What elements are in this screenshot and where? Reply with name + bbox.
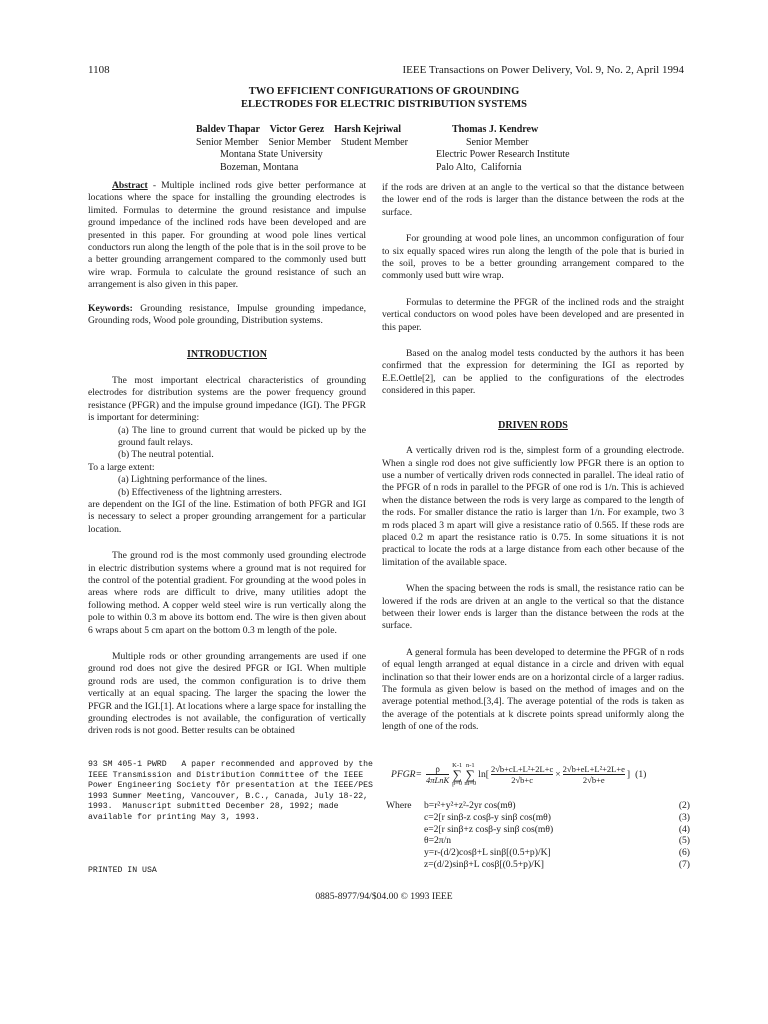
left-column — [88, 180, 366, 749]
author-location: Bozeman, Montana — [220, 161, 299, 173]
right-paragraph-2: For grounding at wood pole lines, an uncommon configuration of four to six equally spaced wires run along the length of the pole that is buried in the soil, proves to be a better grounding arrangement compared to the commonly used butt wire wrap. — [382, 233, 684, 282]
definition-number: (6) — [678, 847, 690, 859]
right-paragraph-4: Based on the analog model tests conducted by the authors it has been confirmed that the expression for determining the IGI as reported by E.E.Oettle[2], can be applied to the configurations of the electrodes considered in this paper. — [382, 348, 684, 397]
definition-number: (4) — [678, 823, 690, 835]
where-label: Where — [386, 800, 412, 811]
page-number: 1108 — [88, 64, 110, 76]
introduction-heading: INTRODUCTION — [186, 349, 267, 361]
author-affiliation: Montana State University — [220, 149, 323, 160]
intro-paragraph-1: The most important electrical characteristics of grounding electrodes for distribution systems are the power frequency ground resistance (PFGR) and the impulse ground impedance (IGI). The PFGR is important for determining: — [88, 374, 366, 424]
keywords-label: Keywords: — [88, 302, 133, 314]
equation-definitions — [386, 800, 690, 871]
author-roles: Senior Member Senior Member Student Member — [196, 136, 408, 148]
definition-row — [386, 835, 690, 847]
intro-item-a: (a) The line to ground current that would be picked up by the ground fault relays. — [118, 424, 366, 448]
driven-paragraph-2: When the spacing between the rods is small, the resistance ratio can be lowered if the rods are driven at an angle to the vertical so that the distance between their lower ends is larger than the distance between the rods at the surface. — [382, 583, 684, 632]
equation-layout — [390, 762, 647, 787]
eq-frac-2-num: 2√b+eL+L²+2L+e — [562, 764, 625, 774]
abstract-label: Abstract — [112, 180, 148, 191]
intro-dependent: are dependent on the IGI of the line. Estimation of both PFGR and IGI is necessary to select a proper grounding arrangement for a particular location. — [88, 498, 366, 535]
definition-text: b=r²+y²+z²-2yr cos(mθ) — [424, 800, 516, 811]
author-block-right — [436, 124, 636, 174]
definition-text: y=r-(d/2)cosβ+L sinβ[(0.5+p)/K] — [424, 847, 551, 859]
author-block-left — [196, 124, 426, 174]
definition-number: (2) — [678, 800, 690, 811]
definition-number: (5) — [678, 835, 690, 847]
printed-in-usa: PRINTED IN USA — [88, 866, 157, 875]
eq-lhs: PFGR= — [391, 769, 422, 780]
right-paragraph-3: Formulas to determine the PFGR of the inclined rods and the straight vertical conductors on wood poles have been developed and are presented in this paper. — [382, 296, 684, 333]
eq-frac-2-den: 2√b+e — [582, 775, 605, 785]
sigma-icon: ∑ — [452, 767, 462, 782]
right-column — [382, 182, 684, 745]
abstract — [88, 180, 366, 292]
title-line-1: TWO EFFICIENT CONFIGURATIONS OF GROUNDING — [248, 86, 520, 97]
intro-item-a2: (a) Lightning performance of the lines. — [118, 474, 268, 486]
eq-times: × — [555, 769, 561, 780]
intro-paragraph-2: The ground rod is the most commonly used grounding electrode in electric distribution systems where a ground mat is not required for the control of the potential gradient. For grounding at the wood poles in areas where rods are difficult to drive, many utilities adopt the following method. A copper weld steel wire is run vertically along the pole to within 0.3 m above its bottom end. The wire is then given about 6 wraps about 5 cm apart on the bottom 0.3 m length of the pole. — [88, 550, 366, 636]
eq-sum-p-bot: p=0 — [452, 780, 463, 787]
keywords — [88, 303, 366, 328]
definition-text: e=2[r sinβ+z cosβ-y sinβ cos(mθ) — [424, 823, 554, 835]
eq-sum-p-top: K-1 — [452, 762, 463, 769]
abstract-text: - Multiple inclined rods give better performance at locations where the space for installing the grounding electrodes is limited. Formulas to determine the ground resistance and impulse ground impedance of the inclined rods have been developed and are presented in this paper. For grounding at wood pole lines vertical conductors run along the length of the pole that is in the soil prove to be a better grounding arrangement compared to the commonly used butt wire wrap. Formula to calculate the ground resistance of such an arrangement is also given in this paper. — [88, 180, 366, 291]
journal-header: IEEE Transactions on Power Delivery, Vol. 9, No. 2, April 1994 — [402, 64, 684, 76]
footnote: 93 SM 405-1 PWRD A paper recommended and approved by the IEEE Transmission and Distribution Committee of the IEEE Power Engineering Society fŏr presentation at the IEEE/PES 1993 Summer Meeting, Vancouver, B.C., Canada, July 18-22, 1993. Manuscript submitted December 28, 1992; made available for printing May 3, 1993. — [88, 760, 378, 822]
driven-rods-heading: DRIVEN RODS — [498, 419, 568, 431]
driven-paragraph-1: A vertically driven rod is the, simplest form of a grounding electrode. When a single rod does not give sufficiently low PFGR there is an option to use a number of vertically driven rods connected in parallel. The ideal ratio of the PFGR of n rods in parallel to the PFGR of one rod is 1/n. This is achieved when the distance between the rods is very large as compared to the length of the rods. For smaller distance the ratio is larger than 1/n. For example, two 3 m rods placed 3 m apart will give a resistance ratio of 0.565. If these rods are placed 0.2 m apart the resistance ratio is 0.75. In some situations it is not practical to locate the rods at a large distance from each other because of the limitation of the available space. — [382, 445, 684, 568]
definition-row — [386, 800, 690, 812]
author-affiliation-epri: Electric Power Research Institute — [436, 149, 570, 160]
definition-text: z=(d/2)sinβ+L cosβ[(0.5+p)/K] — [424, 858, 544, 870]
author-role-kendrew: Senior Member — [466, 136, 529, 148]
definition-row — [386, 847, 690, 859]
intro-item-b: (b) The neutral potential. — [118, 449, 214, 461]
eq-sum-m-bot: m=0 — [464, 780, 477, 787]
right-paragraph-1: if the rods are driven at an angle to the vertical so that the distance between the lower end of the rods is larger than the distance between the rods at the surface. — [382, 182, 684, 218]
definition-row — [386, 824, 690, 836]
intro-large-extent: To a large extent: — [88, 461, 155, 473]
author-location-epri: Palo Alto, California — [436, 161, 522, 173]
driven-paragraph-3: A general formula has been developed to determine the PFGR of n rods of equal length arranged at equal distance in a circle and driven with equal inclination so that their lower ends are on a horizontal circle of a larger radius. The formula as given below is based on the method of images and on the average potential method.[3,4]. The average potential of the rods is taken as the average of the potentials at k discrete points spread uniformly along the length of one of the rods. — [382, 646, 684, 733]
intro-paragraph-3: Multiple rods or other grounding arrangements are used if one ground rod does not give the desired PFGR or IGI. When multiple ground rods are used, the common configuration is to drive them vertically at an equal spacing. The larger the spacing the lower the PFGR and the IGI.[1]. At locations where a large space for installing the grounding electrodes is not available, the configuration of vertically driven rods is not good. Better results can be obtained — [88, 651, 366, 737]
definition-row — [386, 859, 690, 871]
definition-text: θ=2π/n — [424, 835, 452, 847]
eq-coefficient — [424, 762, 451, 787]
eq-close: ] — [626, 769, 631, 780]
eq-number: (1) — [635, 769, 647, 780]
definition-text: c=2[r sinβ-z cosβ-y sinβ cos(mθ) — [424, 811, 551, 823]
author-name-kendrew: Thomas J. Kendrew — [452, 124, 539, 135]
sigma-icon: ∑ — [465, 767, 475, 782]
eq-sum-p — [451, 762, 463, 787]
eq-coef-num: ρ — [426, 764, 449, 775]
eq-sum-m-top: n-1 — [465, 762, 475, 769]
eq-sum-m — [463, 762, 477, 787]
title-line-2: ELECTRODES FOR ELECTRIC DISTRIBUTION SYSTEMS — [241, 99, 527, 110]
definition-row — [386, 812, 690, 824]
eq-frac-1 — [490, 762, 554, 787]
definition-number: (7) — [678, 858, 690, 870]
eq-ln: ln[ — [478, 769, 489, 780]
eq-coef-den: 4πLnK — [425, 775, 450, 785]
eq-frac-2 — [562, 762, 626, 787]
eq-frac-1-num: 2√b+cL+L²+2L+c — [490, 764, 554, 774]
paper-title — [0, 85, 768, 111]
definition-number: (3) — [678, 811, 690, 823]
author-names: Baldev Thapar Victor Gerez Harsh Kejriwal — [196, 124, 402, 135]
eq-frac-1-den: 2√b+c — [511, 775, 533, 785]
equation-1 — [390, 762, 690, 787]
copyright-line: 0885-8977/94/$04.00 © 1993 IEEE — [315, 891, 453, 902]
intro-item-b2: (b) Effectiveness of the lightning arresters. — [118, 486, 282, 498]
keywords-text: Grounding resistance, Impulse grounding impedance, Grounding rods, Wood pole grounding, Distribution systems. — [88, 302, 366, 327]
